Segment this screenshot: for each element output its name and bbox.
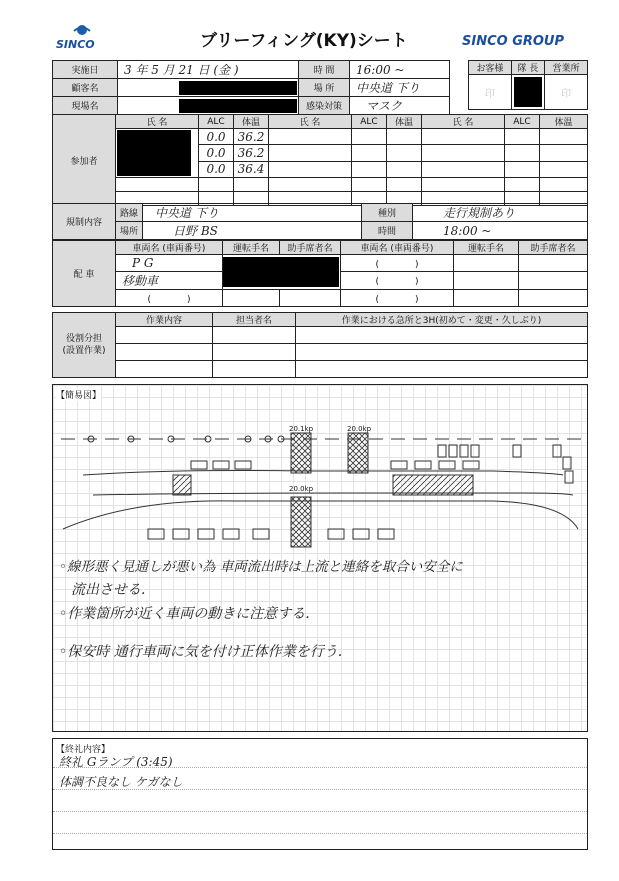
- info-table: [52, 60, 450, 115]
- date-label: 実施日: [53, 61, 118, 79]
- reg-time-value: 18:00 ~: [413, 222, 588, 240]
- col-name-1: 氏 名: [116, 115, 199, 129]
- participant-names-redacted: [117, 130, 191, 176]
- diagram-note-1: ◦線形悪く見通しが悪い為 車両流出時は上流と連絡を取合い安全に: [59, 559, 463, 575]
- logo-left-text: SINCO: [56, 38, 95, 51]
- stamp-customer: 印: [469, 75, 512, 110]
- participants-table: [52, 114, 588, 206]
- approval-office: 営業所: [545, 61, 588, 75]
- dispatch-right-row-2: ( ): [341, 272, 454, 290]
- kind-label: 種別: [362, 204, 413, 222]
- reg-place-label: 場所: [116, 222, 143, 240]
- place-label: 場 所: [299, 79, 350, 97]
- diagram-section: [52, 384, 588, 732]
- col-alc-3: ALC: [505, 115, 540, 129]
- dispatch-col-vehicle-1: 車両名 (車両番号): [116, 241, 223, 255]
- diagram-note-4: ◦保安時 通行車両に気を付け正体作業を行う.: [59, 644, 343, 660]
- infection-label: 感染対策: [299, 97, 350, 115]
- diagram-note-2: 流出させる.: [71, 582, 146, 598]
- col-temp-3: 体温: [540, 115, 588, 129]
- reg-place-value: 日野 BS: [143, 222, 362, 240]
- stamp-office: 印: [545, 75, 588, 110]
- client-label: 顧客名: [53, 79, 118, 97]
- road-sketch: [53, 409, 587, 559]
- diagram-note-3: ◦作業箇所が近く車両の動きに注意する.: [59, 606, 310, 622]
- closing-line-1: 終礼 Gランプ (3:45): [59, 755, 173, 769]
- approval-leader: 隊 長: [511, 61, 544, 75]
- dispatch-col-vehicle-2: 車両名 (車両番号): [341, 241, 454, 255]
- dispatch-col-assistant-1: 助手席者名: [280, 241, 341, 255]
- sinco-logo: [52, 22, 112, 52]
- participant-3-temp: 36.4: [234, 161, 269, 177]
- closing-section: [52, 738, 588, 850]
- place-value: 中央道 下り: [350, 79, 450, 97]
- participant-2-temp: 36.2: [234, 145, 269, 161]
- route-label: 路線: [116, 204, 143, 222]
- col-name-2: 氏 名: [269, 115, 352, 129]
- time-label: 時 間: [299, 61, 350, 79]
- roles-label-line2: (設置作業): [62, 346, 106, 356]
- infection-value: マスク: [350, 97, 450, 115]
- col-temp-2: 体温: [387, 115, 422, 129]
- col-temp-1: 体温: [234, 115, 269, 129]
- logo-right: SINCO GROUP: [462, 34, 565, 49]
- participant-3-alc: 0.0: [199, 161, 234, 177]
- diagram-label: 【簡易図】: [56, 388, 101, 401]
- roles-label-line1: 役割分担: [65, 334, 102, 344]
- reg-time-label: 時間: [362, 222, 413, 240]
- kp-mark-1: 20.1kp: [289, 425, 314, 433]
- participant-1-alc: 0.0: [199, 129, 234, 145]
- roles-label: [53, 313, 116, 378]
- time-value: 16:00 ~: [350, 61, 450, 79]
- closing-label: 【終礼内容】: [56, 745, 111, 755]
- dispatch-row-1-vehicle: P G: [116, 255, 223, 272]
- dispatch-col-driver-2: 運転手名: [454, 241, 519, 255]
- roles-table: [52, 312, 588, 378]
- dispatch-col-assistant-2: 助手席者名: [519, 241, 588, 255]
- col-alc-2: ALC: [352, 115, 387, 129]
- leader-stamp-redacted: [514, 77, 542, 107]
- kind-value: 走行規制あり: [413, 204, 588, 222]
- participant-2-alc: 0.0: [199, 145, 234, 161]
- regulation-table: [52, 203, 588, 240]
- participants-label: 参加者: [53, 115, 116, 206]
- dispatch-row-2-vehicle: 移動車: [116, 272, 223, 290]
- regulation-label: 規制内容: [53, 204, 116, 240]
- dispatch-col-driver-1: 運転手名: [223, 241, 280, 255]
- closing-line-2: 体調不良なし ケガなし: [59, 775, 183, 789]
- dispatch-row-3-vehicle: ( ): [116, 290, 223, 307]
- roles-col-keypoints: 作業における急所と3H(初めて・変更・久しぶり): [296, 313, 588, 327]
- approval-table: [468, 60, 588, 110]
- dispatch-right-row-1: ( ): [341, 255, 454, 272]
- approval-customer: お客様: [469, 61, 512, 75]
- site-label: 現場名: [53, 97, 118, 115]
- route-value: 中央道 下り: [143, 204, 362, 222]
- participant-1-temp: 36.2: [234, 129, 269, 145]
- kp-mark-2: 20.0kp: [347, 425, 372, 433]
- dispatch-right-row-3: ( ): [341, 290, 454, 307]
- page-title: ブリーフィング(KY)シート: [200, 31, 408, 51]
- roles-col-task: 作業内容: [116, 313, 213, 327]
- dispatch-table: [52, 240, 588, 307]
- roles-col-person: 担当者名: [213, 313, 296, 327]
- col-alc-1: ALC: [199, 115, 234, 129]
- client-redacted: [179, 81, 297, 95]
- date-value: 3 年 5 月 21 日 (金 ): [118, 61, 299, 79]
- dispatch-label: 配 車: [53, 241, 116, 307]
- dispatch-drivers-redacted: [223, 257, 340, 287]
- kp-mark-3: 20.0kp: [289, 485, 314, 493]
- site-redacted: [179, 99, 297, 113]
- col-name-3: 氏 名: [422, 115, 505, 129]
